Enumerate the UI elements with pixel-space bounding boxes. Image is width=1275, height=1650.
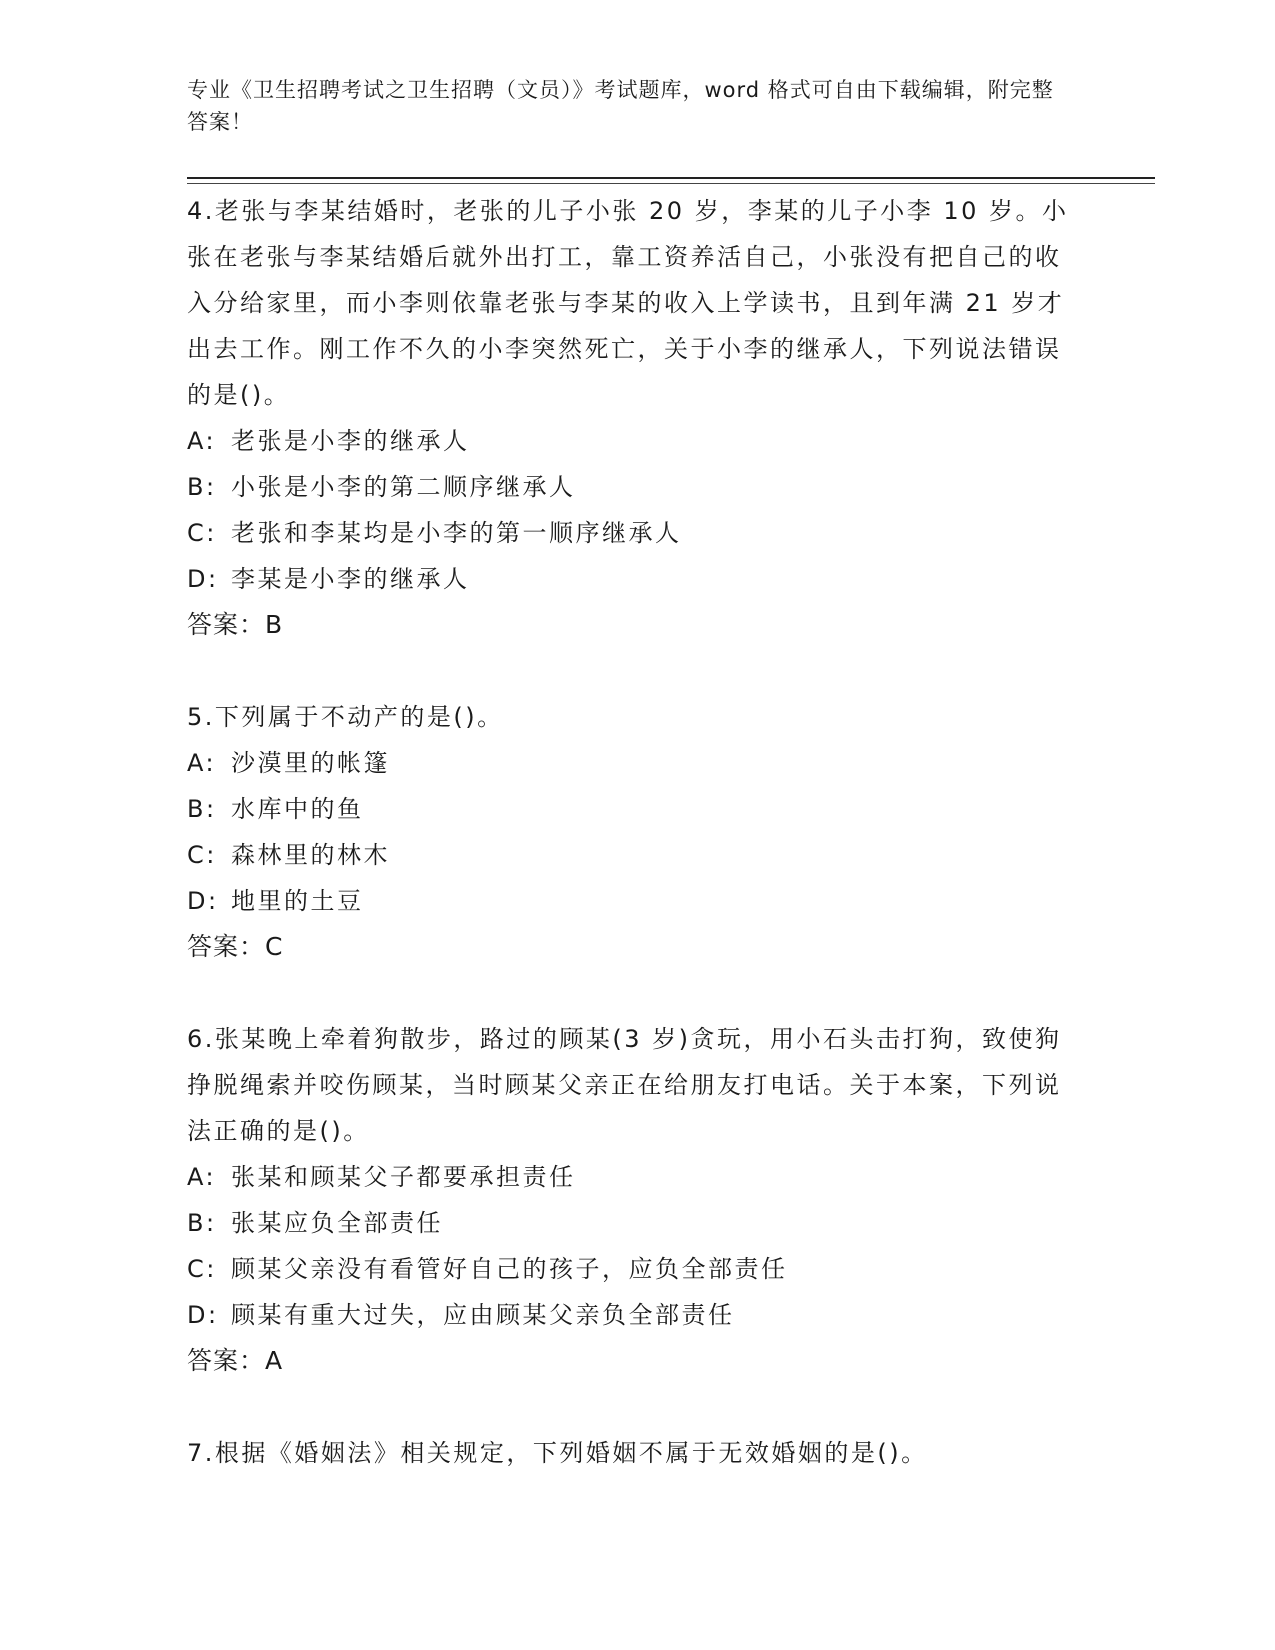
answer-line: 答案：B: [187, 610, 284, 639]
option-letter: B:: [187, 795, 217, 823]
answer-line: 答案：C: [187, 932, 284, 961]
option-letter: D:: [187, 887, 219, 915]
option-b: [187, 464, 1087, 510]
document-header: 专业《卫生招聘考试之卫生招聘（文员）》考试题库，word 格式可自由下载编辑，附完整答案！: [187, 78, 1054, 134]
option-b: [187, 786, 1087, 832]
option-c: [187, 1246, 1087, 1292]
question-stem: 5.下列属于不动产的是()。: [187, 703, 504, 731]
option-letter: D:: [187, 1301, 219, 1329]
option-letter: A:: [187, 1163, 217, 1191]
spacer: [187, 1384, 1087, 1430]
option-text: 张某和顾某父子都要承担责任: [231, 1163, 576, 1191]
header-divider-thick: [187, 177, 1155, 179]
option-text: 老张是小李的继承人: [231, 427, 470, 455]
question-4: [187, 188, 1087, 648]
option-text: 李某是小李的继承人: [231, 565, 470, 593]
option-letter: C:: [187, 841, 217, 869]
option-text: 老张和李某均是小李的第一顺序继承人: [231, 519, 682, 547]
option-letter: B:: [187, 1209, 217, 1237]
option-letter: D:: [187, 565, 219, 593]
spacer: [187, 648, 1087, 694]
option-letter: B:: [187, 473, 217, 501]
question-7: [187, 1430, 1087, 1476]
question-stem: 6.张某晚上牵着狗散步，路过的顾某(3 岁)贪玩，用小石头击打狗，致使狗挣脱绳索并咬伤顾某，当时顾某父亲正在给朋友打电话。关于本案，下列说法正确的是()。: [187, 1025, 1062, 1145]
option-b: [187, 1200, 1087, 1246]
option-text: 顾某父亲没有看管好自己的孩子，应负全部责任: [231, 1255, 788, 1283]
option-d: [187, 1292, 1087, 1338]
option-c: [187, 510, 1087, 556]
question-list: [187, 188, 1087, 1476]
spacer: [187, 970, 1087, 1016]
question-5: [187, 694, 1087, 970]
option-letter: A:: [187, 749, 217, 777]
option-letter: C:: [187, 519, 217, 547]
option-text: 水库中的鱼: [231, 795, 364, 823]
header-divider-thin: [187, 183, 1155, 184]
option-text: 地里的土豆: [231, 887, 364, 915]
option-a: [187, 1154, 1087, 1200]
question-stem: 4.老张与李某结婚时，老张的儿子小张 20 岁，李某的儿子小李 10 岁。小张在老张与李某结婚后就外出打工，靠工资养活自己，小张没有把自己的收入分给家里，而小李则依靠老张与李某的收入上学读书，且到年满 21 岁才出去工作。刚工作不久的小李突然死亡，关于小李的继承人，下列说法错误的是()。: [187, 197, 1069, 409]
option-text: 森林里的林木: [231, 841, 390, 869]
option-letter: A:: [187, 427, 217, 455]
option-d: [187, 556, 1087, 602]
option-text: 沙漠里的帐篷: [231, 749, 390, 777]
option-c: [187, 832, 1087, 878]
option-a: [187, 740, 1087, 786]
option-a: [187, 418, 1087, 464]
option-letter: C:: [187, 1255, 217, 1283]
option-text: 小张是小李的第二顺序继承人: [231, 473, 576, 501]
option-text: 张某应负全部责任: [231, 1209, 443, 1237]
option-d: [187, 878, 1087, 924]
question-stem: 7.根据《婚姻法》相关规定，下列婚姻不属于无效婚姻的是()。: [187, 1439, 928, 1467]
option-text: 顾某有重大过失，应由顾某父亲负全部责任: [231, 1301, 735, 1329]
answer-line: 答案：A: [187, 1346, 284, 1375]
question-6: [187, 1016, 1087, 1384]
